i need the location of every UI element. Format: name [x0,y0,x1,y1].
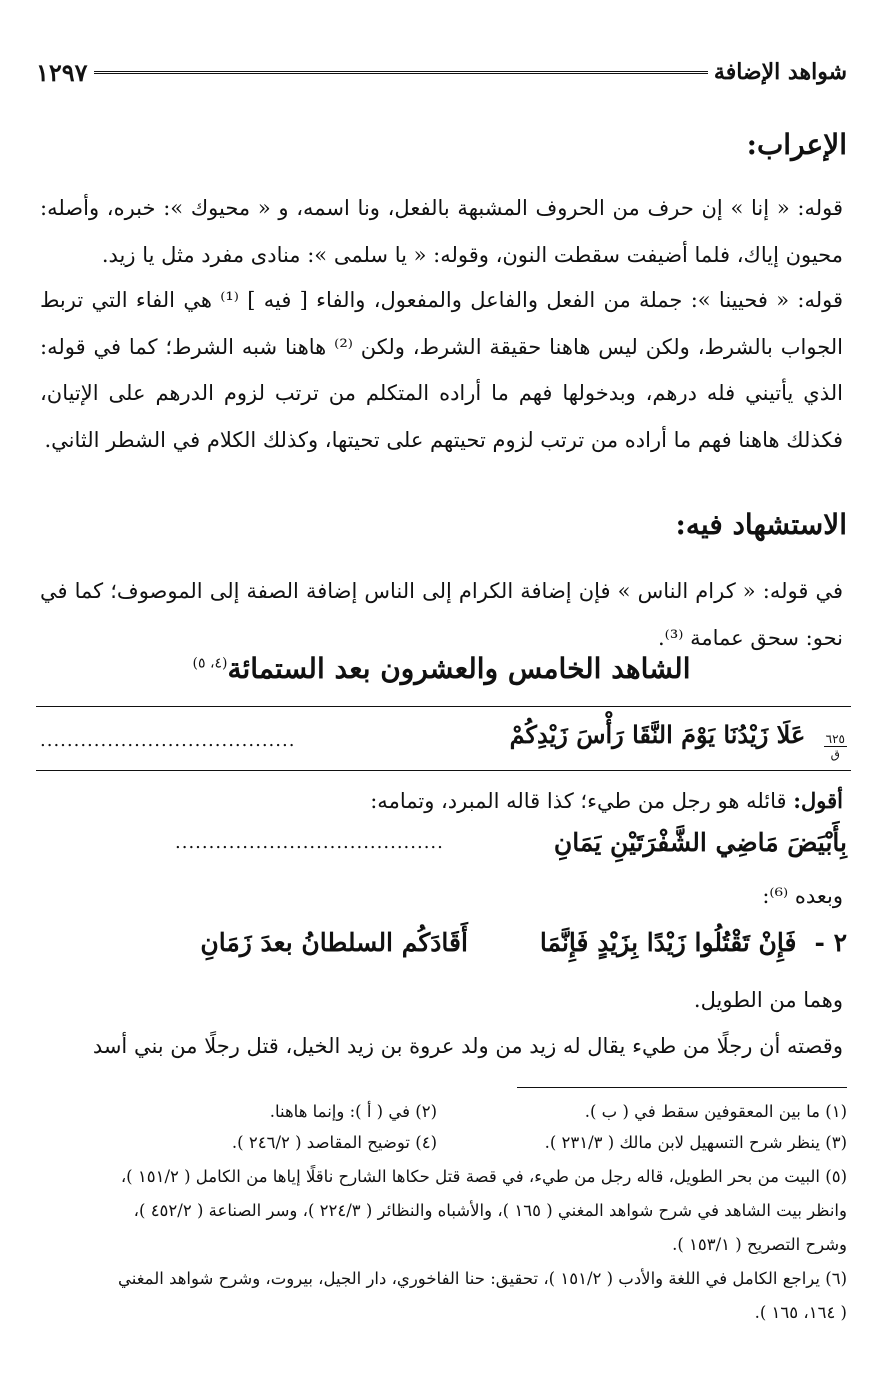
footnote-5-line-2: وانظر بيت الشاهد في شرح شواهد المغني ( ١٦٥ )، والأشباه والنظائر ( ٢٢٤/٣ )، وسر الصناعة ( ٤٥٢/٢ )، [133,1201,847,1220]
page-number: ١٢٩٧ [36,57,88,87]
shahid-title-note: (٤، ٥) [192,655,228,672]
istishhad-heading: الاستشهاد فيه: [675,508,847,541]
shahid-verse-dots: ...................................... [40,729,296,751]
shahid-number-bottom: ق [830,746,840,761]
footnote-row-2 [40,1128,847,1157]
second-verse-first: فَإِنْ تَقْتُلُوا زَيْدًا بِزَيْدٍ فَإِنَّمَا [539,928,797,957]
footnote-1: (١) ما بين المعقوفين سقط في ( ب ). [584,1102,847,1121]
meter-line: وهما من الطويل. [693,988,843,1012]
footnote-5-line-1: (٥) البيت من بحر الطويل، قاله رجل من طيء، في قصة قتل حكاها الشارح ناقلًا إياها من الكامل ( ١٥١/٢ )، [120,1167,847,1186]
aqul-text: قائله هو رجل من طيء؛ كذا قاله المبرد، وتمامه: [370,789,787,813]
shahid-number-top: ٦٢٥ [825,731,845,746]
footnote-5-line-3: وشرح التصريح ( ١٥٣/١ ). [672,1235,847,1254]
running-header [36,52,847,92]
story-line: وقصته أن رجلًا من طيء يقال له زيد من ولد عروة بن زيد الخيل، قتل رجلًا من بني أسد [92,1034,843,1058]
footnote-6-line-1: (٦) يراجع الكامل في اللغة والأدب ( ١٥١/٢ )، تحقيق: حنا الفاخوري، دار الجيل، بيروت، وشرح شواهد المغني [117,1269,847,1288]
irab-paragraph-1: قوله: « إنا » إن حرف من الحروف المشبهة بالفعل، ونا اسمه، و « محيوك »: خبره، وأصله: محيون إياك، فلما أضيفت سقطت النون، وقوله: « يا سلمى »: منادى مفرد مثل يا زيد. [40,196,843,267]
header-rule [94,71,708,74]
completion-line [40,828,847,857]
divider-bottom [36,770,851,771]
footnote-4: (٤) توضيح المقاصد ( ٢٤٦/٢ ). [231,1133,437,1152]
footnote-row-1 [40,1097,847,1126]
second-verse-second: أَقَادَكُم السلطانُ بعدَ زَمَانِ [200,928,468,957]
completion-dots: ........................................ [175,832,444,853]
footnote-6-line-2: ( ١٦٤، ١٦٥ ). [754,1303,847,1322]
shahid-verse-line [40,716,847,764]
aqul-line [40,788,843,813]
after-line: وبعده ⁽⁶⁾: [762,884,843,908]
aqul-label: أقول: [793,788,843,813]
second-verse-number: ٢ - [814,928,847,957]
shahid-verse-group [510,720,847,761]
shahid-number [824,732,847,761]
shahid-verse: عَلَا زَيْدُنَا يَوْمَ النَّقَا رَأْسَ زَيْدِكُمْ [509,719,806,749]
second-verse-line [40,928,847,957]
irab-heading: الإعراب: [746,128,847,161]
footnote-3: (٣) ينظر شرح التسهيل لابن مالك ( ٢٣١/٣ ). [544,1133,847,1152]
footnote-2: (٢) في ( أ ): وإنما هاهنا. [269,1102,437,1121]
shahid-title-text: الشاهد الخامس والعشرون بعد الستمائة [227,652,691,685]
shahid-title [40,652,843,685]
footnote-rule [517,1087,847,1088]
irab-paragraph-2: قوله: « فحيينا »: جملة من الفعل والفاعل والمفعول، والفاء [ فيه ] ⁽¹⁾ هي الفاء التي تربط الجواب بالشرط، ولكن ليس هاهنا حقيقة الشرط، ولكن ⁽²⁾ هاهنا شبه الشرط؛ كما في قوله: الذي يأتيني فله درهم، وبدخولها فهم ما أراده المتكلم من ترتب لزوم الدرهم على الإتيان، فكذلك هاهنا فهم ما أراده من ترتب لزوم تحيتهم على تحيتها، وكذلك الكلام في الشطر الثاني. [40,288,844,452]
completion-verse: بِأَبْيَضَ مَاضِي الشَّفْرَتَيْنِ يَمَانِ [553,828,847,857]
istishhad-paragraph: في قوله: « كرام الناس » فإن إضافة الكرام إلى الناس إضافة الصفة إلى الموصوف؛ كما في نحو: سحق عمامة ⁽³⁾. [40,579,843,650]
divider-top [36,706,851,707]
header-title: شواهد الإضافة [713,59,847,85]
